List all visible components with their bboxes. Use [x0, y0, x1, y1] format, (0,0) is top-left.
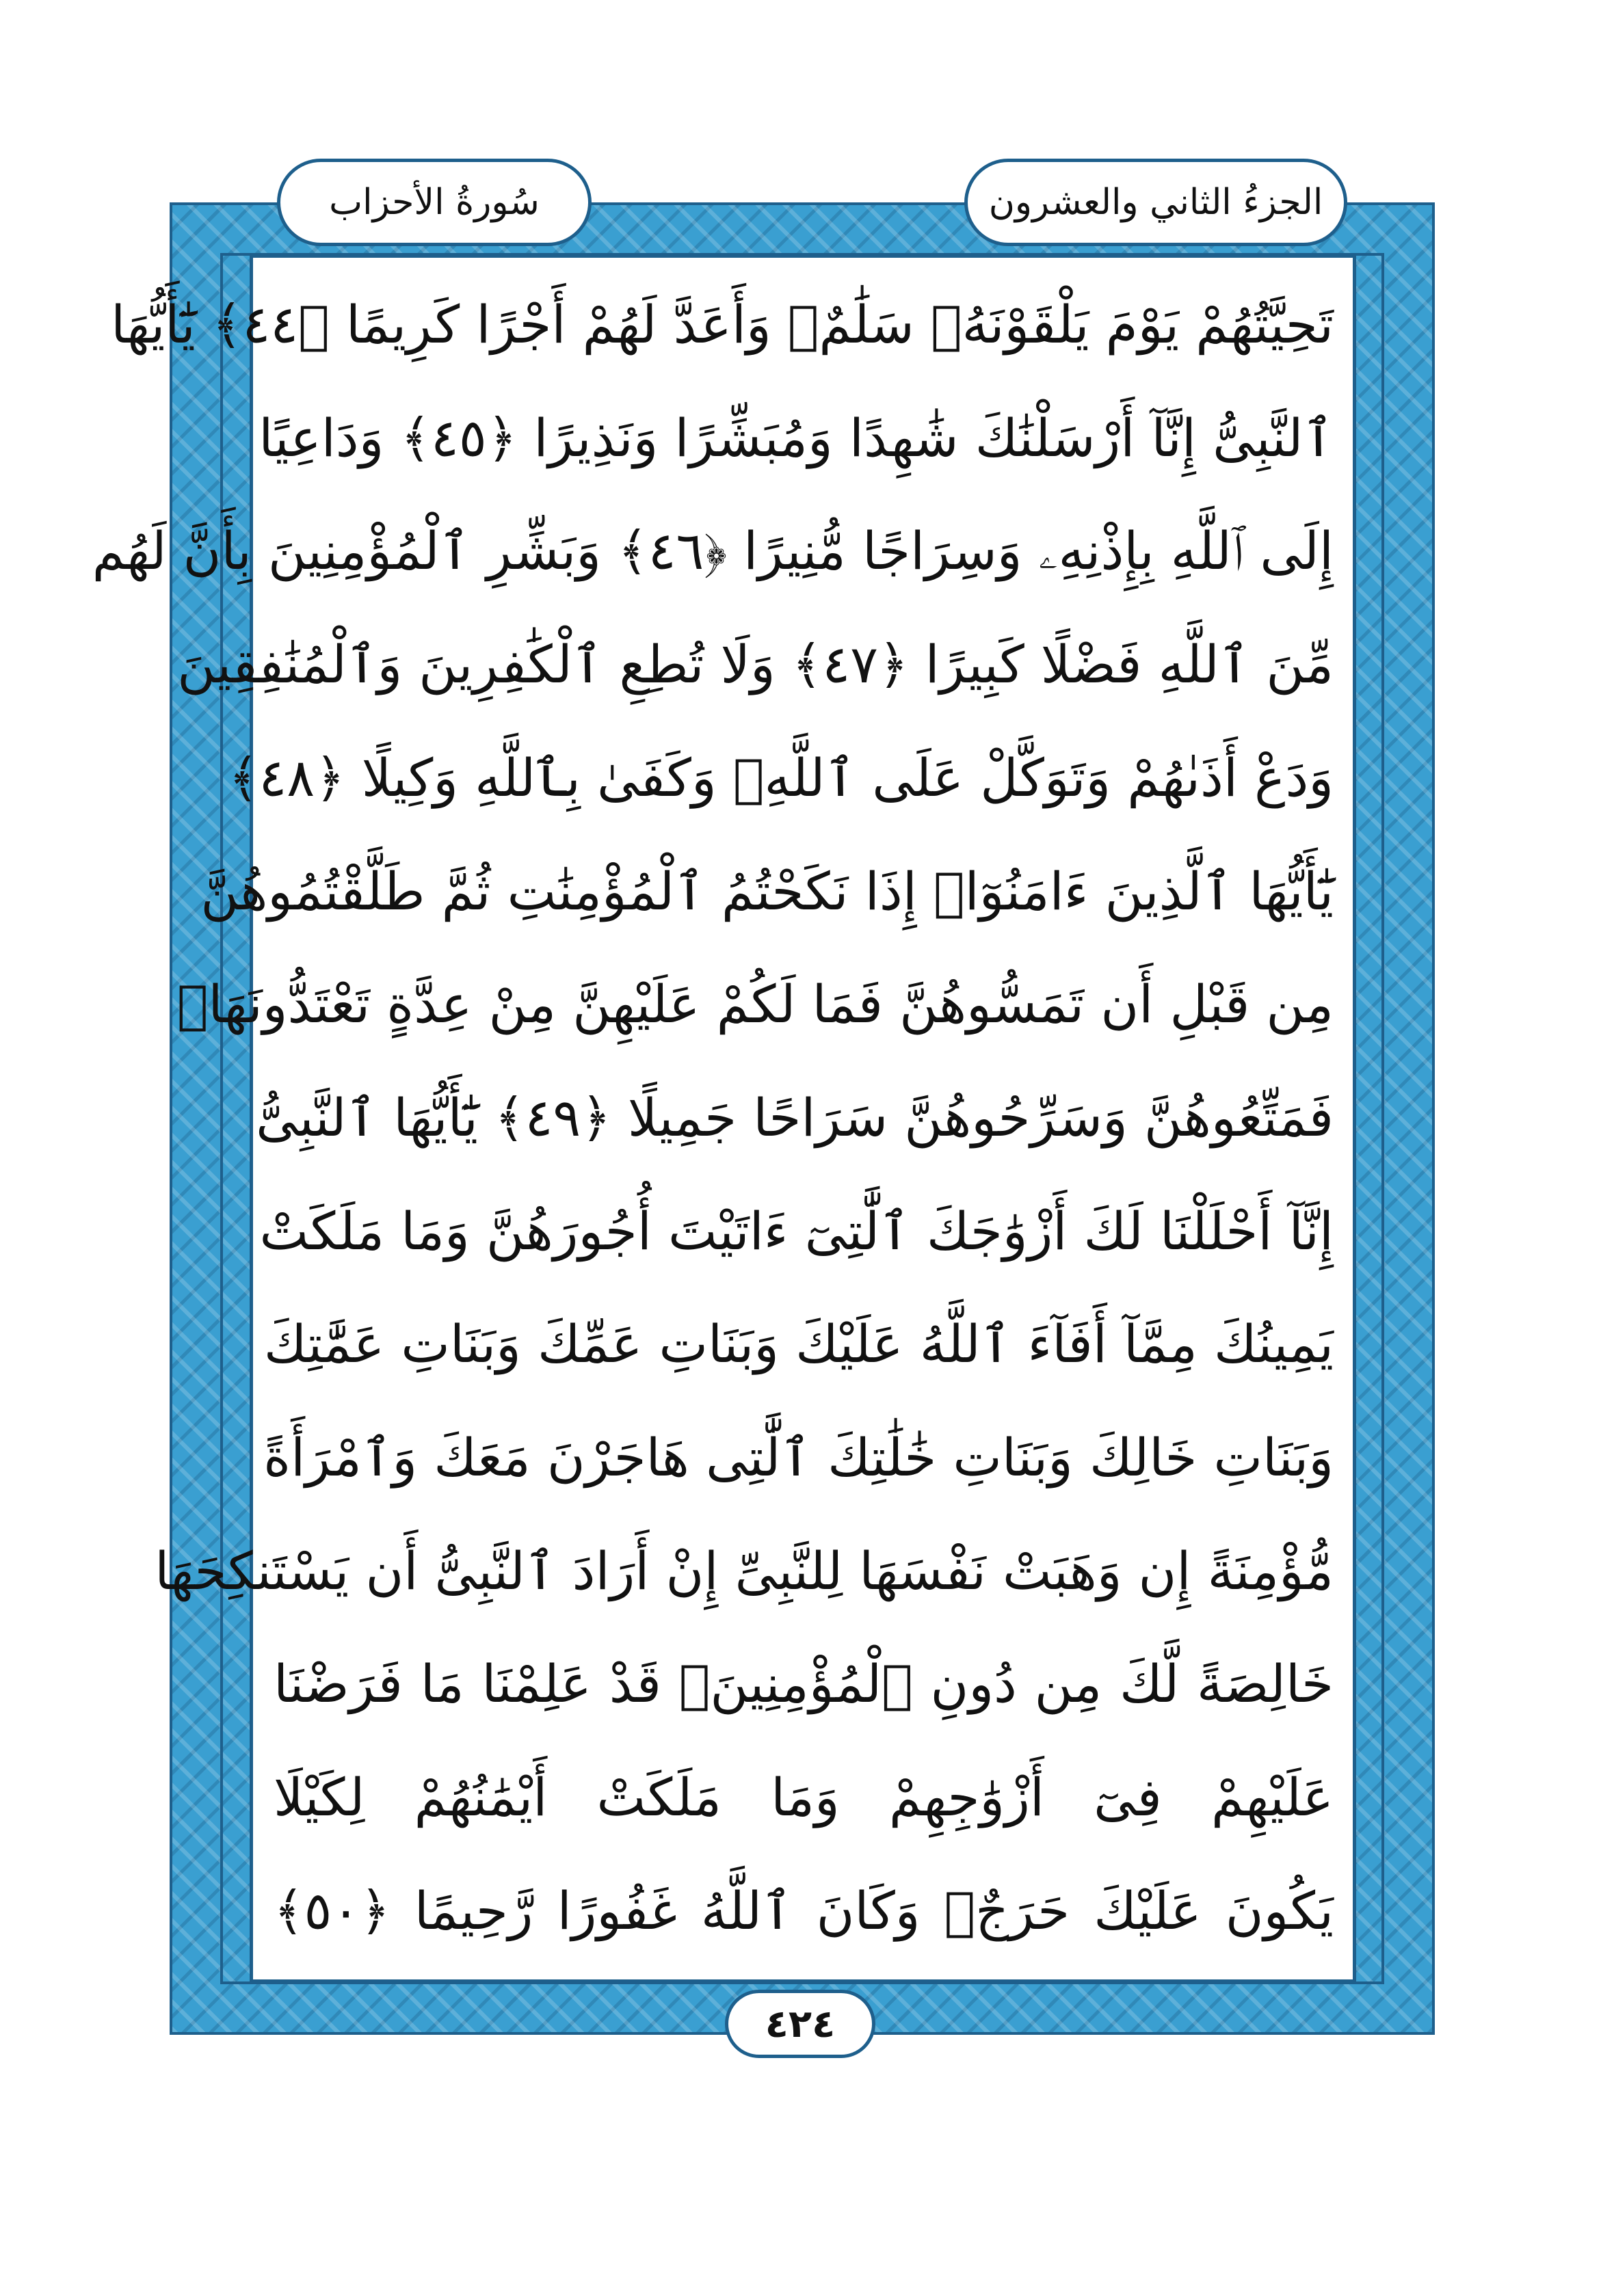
verse-line-10: يَمِينُكَ مِمَّآ أَفَآءَ ٱللَّهُ عَلَيْكَ وَبَنَاتِ عَمِّكَ وَبَنَاتِ عَمَّٰتِكَ	[263, 1313, 1334, 1375]
verse-line-2: ٱلنَّبِىُّ إِنَّآ أَرْسَلْنَٰكَ شَٰهِدًا وَمُبَشِّرًا وَنَذِيرًا ﴿٤٥﴾ وَدَاعِيًا	[259, 407, 1334, 468]
verse-line-1: تَحِيَّتُهُمْ يَوْمَ يَلْقَوْنَهُۥ سَلَٰمٌۚ وَأَعَدَّ لَهُمْ أَجْرًا كَرِيمًا ﴿٤٤﴾ يَٰٓأَيُّهَا	[111, 294, 1334, 355]
verse-line-13: خَالِصَةً لَّكَ مِن دُونِ ٱلْمُؤْمِنِينَۗ قَدْ عَلِمْنَا مَا فَرَضْنَا	[274, 1653, 1334, 1715]
verse-lines	[92, 273, 1334, 1962]
verse-line-15: يَكُونَ عَلَيْكَ حَرَجٌۗ وَكَانَ ٱللَّهُ غَفُورًا رَّحِيمًا ﴿٥٠﴾	[274, 1880, 1334, 1941]
verse-line-6: يَٰٓأَيُّهَا ٱلَّذِينَ ءَامَنُوٓا۟ إِذَا نَكَحْتُمُ ٱلْمُؤْمِنَٰتِ ثُمَّ طَلَّقْتُمُوهُنَّ	[200, 860, 1334, 922]
juz-title: الجزءُ الثاني والعشرون	[964, 159, 1347, 246]
verse-line-11: وَبَنَاتِ خَالِكَ وَبَنَاتِ خَٰلَٰتِكَ ٱلَّٰتِى هَاجَرْنَ مَعَكَ وَٱمْرَأَةً	[263, 1427, 1334, 1489]
page-number: ٤٢٤	[725, 1990, 875, 2058]
surah-title: سُورةُ الأحزاب	[277, 159, 592, 246]
verse-line-5: وَدَعْ أَذَىٰهُمْ وَتَوَكَّلْ عَلَى ٱللَّهِۚ وَكَفَىٰ بِٱللَّهِ وَكِيلًا ﴿٤٨﴾	[228, 747, 1334, 808]
verse-line-8: فَمَتِّعُوهُنَّ وَسَرِّحُوهُنَّ سَرَاحًا جَمِيلًا ﴿٤٩﴾ يَٰٓأَيُّهَا ٱلنَّبِىُّ	[256, 1086, 1334, 1148]
verse-line-14: عَلَيْهِمْ فِىٓ أَزْوَٰجِهِمْ وَمَا مَلَكَتْ أَيْمَٰنُهُمْ لِكَيْلَا	[274, 1767, 1334, 1828]
verse-line-9: إِنَّآ أَحْلَلْنَا لَكَ أَزْوَٰجَكَ ٱلَّٰتِىٓ ءَاتَيْتَ أُجُورَهُنَّ وَمَا مَلَكَتْ	[259, 1200, 1334, 1262]
verse-line-3: إِلَى ٱللَّهِ بِإِذْنِهِۦ وَسِرَاجًا مُّنِيرًا ﴿٤٦﴾ وَبَشِّرِ ٱلْمُؤْمِنِينَ بِأَنَّ لَهُم	[92, 520, 1334, 582]
verse-line-7: مِن قَبْلِ أَن تَمَسُّوهُنَّ فَمَا لَكُمْ عَلَيْهِنَّ مِنْ عِدَّةٍ تَعْتَدُّونَهَاۖ	[176, 974, 1334, 1035]
verse-line-4: مِّنَ ٱللَّهِ فَضْلًا كَبِيرًا ﴿٤٧﴾ وَلَا تُطِعِ ٱلْكَٰفِرِينَ وَٱلْمُنَٰفِقِينَ	[177, 634, 1334, 695]
verse-line-12: مُّؤْمِنَةً إِن وَهَبَتْ نَفْسَهَا لِلنَّبِىِّ إِنْ أَرَادَ ٱلنَّبِىُّ أَن يَسْتَنكِحَهَا	[155, 1540, 1334, 1601]
